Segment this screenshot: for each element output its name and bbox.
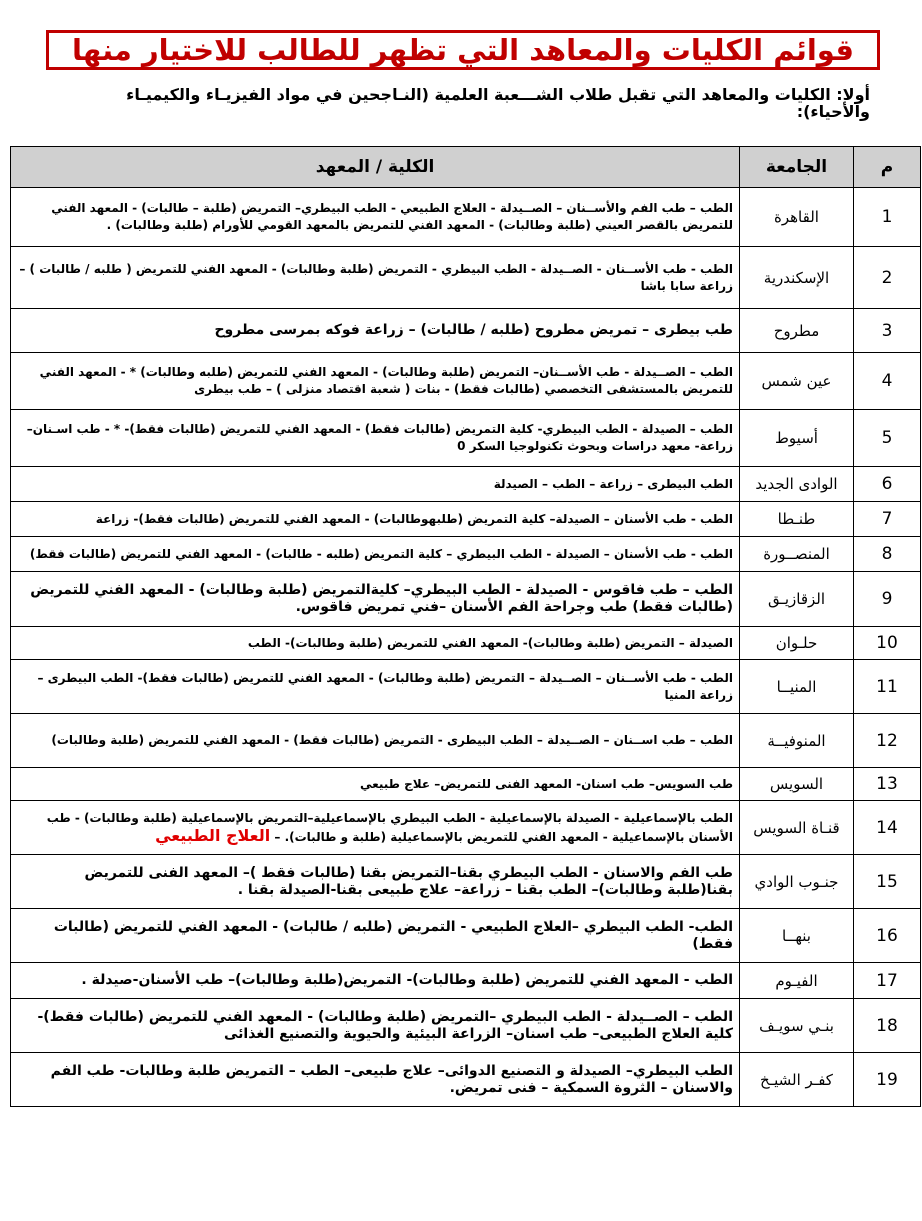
row-number: 2 [854,247,921,309]
table-row [11,660,921,714]
faculty-text: طب الفم والاسنان - الطب البيطري بقنا–التمريض بقنا (طالبات فقط )– المعهد الفنى للتمريض بقنا(طلبة وطالبات)– الطب بقنا – زراعة– علاج طبيعى بقنا-الصيدلة بقنا . [84,864,733,898]
university-name: القاهرة [740,188,854,247]
faculty-text: الطب – طب اســنان – الصــيدلة – الطب البيطرى - التمريض (طالبات فقط) - المعهد الفني للتمريض (طلبة وطالبات) [51,733,733,747]
row-number: 6 [854,467,921,502]
row-number: 13 [854,768,921,801]
faculty-list [11,1053,740,1107]
university-name: المنصــورة [740,537,854,572]
faculty-text: الطب- الطب البيطري –العلاج الطبيعي - التمريض (طلبه / طالبات) - المعهد الفني للتمريض (طالبات فقط) [53,918,733,952]
university-name: أسيوط [740,410,854,467]
header-university: الجامعة [740,147,854,188]
row-number: 5 [854,410,921,467]
faculty-text: الطب - طب الأســنان - الصــيدلة - الطب البيطري - التمريض (طلبة وطالبات) - المعهد الفني للتمريض ( طلبه / طالبات ) – زراعة سابا باشا [19,261,733,293]
table-row [11,353,921,410]
faculty-text: الطب – طب فاقوس - الصيدلة - الطب البيطري– كليةالتمريض (طلبة وطالبات) - المعهد الفني للتمريض (طالبات فقط) طب وجراحة الفم الأسنان –فني تمريض فاقوس. [30,582,733,615]
faculty-list [11,768,740,801]
university-name: الإسكندرية [740,247,854,309]
header-faculty: الكلية / المعهد [11,147,740,188]
row-number: 9 [854,572,921,627]
page-title: قوائم الكليات والمعاهد التي تظهر للطالب للاختيار منها [46,30,880,70]
row-number: 3 [854,309,921,353]
university-name: حلـوان [740,627,854,660]
row-number: 17 [854,963,921,999]
faculty-text: الصيدلة – التمريض (طلبة وطالبات)- المعهد الفني للتمريض (طلبة وطالبات)- الطب [247,635,733,650]
faculty-text: الطب - طب الأسنان – الصيدلة - الطب البيطري – كلية التمريض (طلبه - طالبات) - المعهد الفني للتمريض (طالبات فقط) [29,546,733,561]
table-row [11,714,921,768]
university-name: الفيـوم [740,963,854,999]
university-name: بنهــا [740,909,854,963]
faculty-list [11,963,740,999]
faculty-text: الطب البيطرى – زراعة – الطب – الصيدلة [493,476,733,491]
university-name: طنـطا [740,502,854,537]
faculty-list [11,572,740,627]
faculty-list [11,188,740,247]
table-row [11,572,921,627]
faculty-list [11,855,740,909]
faculty-text: الطب - المعهد الفني للتمريض (طلبة وطالبات)- التمريض(طلبة وطالبات)– طب الأسنان-صيدلة . [81,972,733,988]
table-row [11,410,921,467]
faculty-text: الطب – طب الفم والأســنان – الصــيدلة - العلاج الطبيعي - الطب البيطري– التمريض (طلبة – طالبات) - المعهد الفني للتمريض بالقصر العيني (طلبة وطالبات) - المعهد الفني للتمريض بالمعهد القومي للأورام (طلبة وطالبات) . [51,201,733,232]
faculty-list [11,627,740,660]
table-row [11,999,921,1053]
row-number: 16 [854,909,921,963]
row-number: 14 [854,801,921,855]
faculty-text: الطب - طب الأســنان – الصــيدلة – التمريض (طلبة وطالبات) - المعهد الفني للتمريض (طالبات فقط)- الطب البيطرى – زراعة المنيا [37,670,733,702]
faculty-text: الطب – الصــيدلة - طب الأســنان– التمريض (طلبة وطالبات) - المعهد الفني للتمريض (طلبه وطالبات) * - المعهد الفني للتمريض بالمستشفى التخصصي (طالبات فقط) - بنات ( شعبة اقتصاد منزلى ) – طب بيطرى [39,365,733,396]
faculty-highlight: العلاج الطبيعي [155,825,271,845]
table-row [11,909,921,963]
table-row [11,467,921,502]
faculty-list [11,537,740,572]
table-row [11,1053,921,1107]
table-row [11,768,921,801]
faculty-list [11,801,740,855]
faculty-text: طب بيطرى – تمريض مطروح (طلبه / طالبات) – زراعة فوكه بمرسى مطروح [214,322,733,338]
university-name: مطروح [740,309,854,353]
table-row [11,247,921,309]
row-number: 12 [854,714,921,768]
university-name: قنـاة السويس [740,801,854,855]
row-number: 7 [854,502,921,537]
university-name: جنـوب الوادي [740,855,854,909]
university-name: المنوفيــة [740,714,854,768]
university-name: بنـي سويـف [740,999,854,1053]
table-header-row [11,147,921,188]
table-row [11,627,921,660]
table-row [11,502,921,537]
table-row [11,188,921,247]
row-number: 19 [854,1053,921,1107]
faculty-list [11,714,740,768]
table-row [11,309,921,353]
row-number: 8 [854,537,921,572]
row-number: 15 [854,855,921,909]
faculty-text: طب السويس– طب اسنان- المعهد الفنى للتمريض– علاج طبيعي [359,776,733,791]
faculty-list [11,999,740,1053]
faculty-list [11,502,740,537]
university-name: السويس [740,768,854,801]
row-number: 1 [854,188,921,247]
university-name: كفـر الشيـخ [740,1053,854,1107]
header-num: م [854,147,921,188]
faculty-list [11,353,740,410]
faculty-text: الطب البيطري– الصيدلة و التصنيع الدوائى– علاج طبيعى– الطب – التمريض طلبة وطالبات- طب الفم والاسنان – الثروة السمكية – فنى تمريض. [50,1062,733,1096]
faculty-text: الطب - طب الأسنان – الصيدلة– كلية التمريض (طلبهوطالبات) - المعهد الفني للتمريض (طالبات فقط)- زراعة [95,511,733,526]
row-number: 18 [854,999,921,1053]
faculty-text: الطب بالإسماعيلية - الصيدلة بالإسماعيلية - الطب البيطري بالإسماعيلية–التمريض بالإسماعيلية (طلبة وطالبات) - طب الأسنان بالإسماعيلية - المعهد الفني للتمريض بالإسماعيلية (طلبة و طالبات). – [46,810,733,844]
faculty-list [11,410,740,467]
university-name: عين شمس [740,353,854,410]
table-row [11,963,921,999]
faculty-list [11,247,740,309]
faculty-list [11,467,740,502]
section-subtitle: أولا: الكليات والمعاهد التي تقبل طلاب الشـــعبة العلمية (النـاجحين في مواد الفيزيـاء والكيميـاء والأحياء): [126,85,870,121]
faculty-list [11,909,740,963]
row-number: 4 [854,353,921,410]
faculty-text: الطب – الصيدلة - الطب البيطري- كلية التمريض (طالبات فقط) - المعهد الفني للتمريض (طالبات فقط)- * - طب اسـنان– زراعة- معهد دراسات وبحوث تكنولوجيا السكر 0 [26,422,733,453]
university-name: الوادى الجديد [740,467,854,502]
table-row [11,801,921,855]
table-row [11,855,921,909]
row-number: 10 [854,627,921,660]
faculty-list [11,660,740,714]
faculty-text: الطب – الصــيدلة - الطب البيطري –التمريض (طلبة وطالبات) - المعهد الفني للتمريض (طالبات فقط)- كلية العلاج الطبيعى– طب اسنان– الزراعة البيئية والحيوية والتصنيع الغذائى [37,1008,733,1042]
faculties-table [10,146,921,1107]
university-name: الزقازيـق [740,572,854,627]
table-row [11,537,921,572]
university-name: المنيــا [740,660,854,714]
faculty-list [11,309,740,353]
row-number: 11 [854,660,921,714]
